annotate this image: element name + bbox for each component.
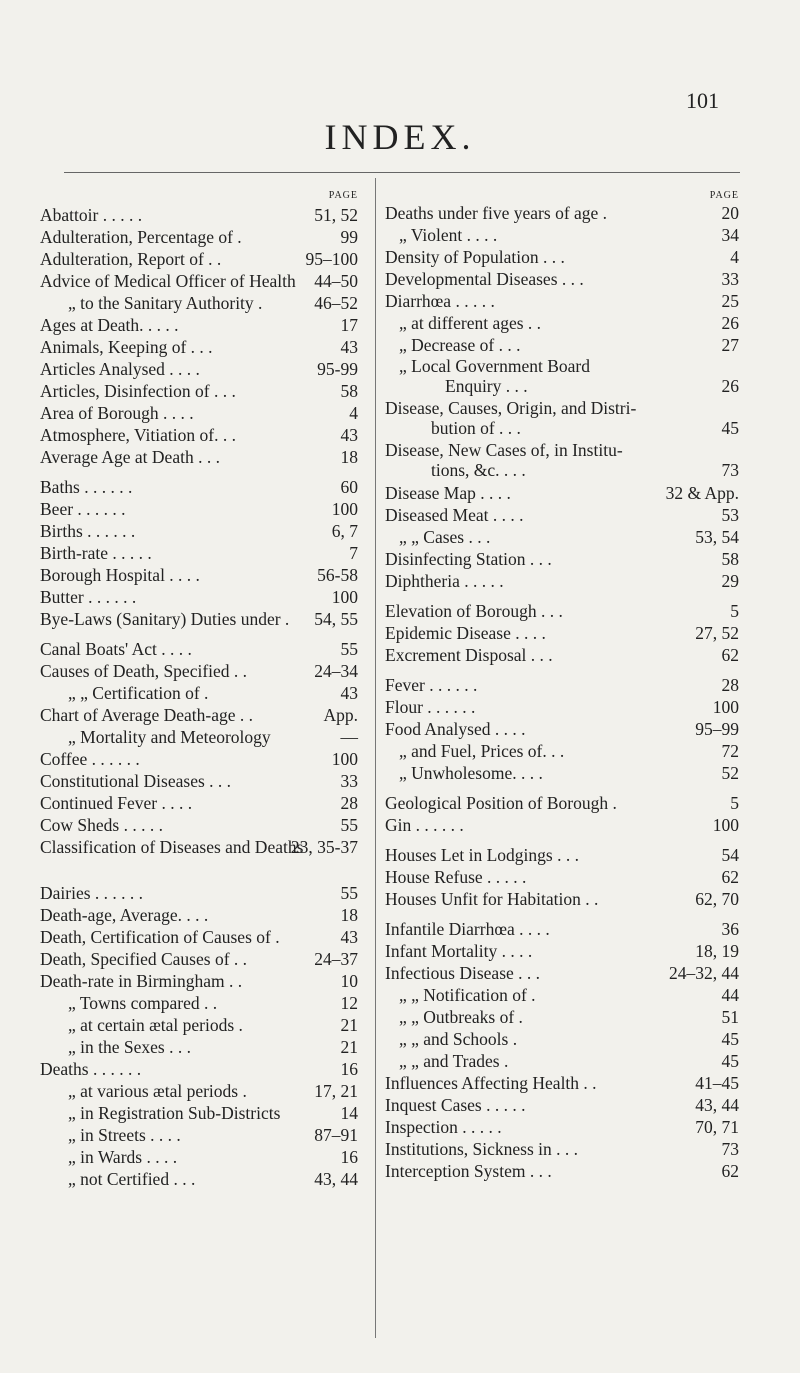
index-page-ref: 4	[730, 247, 739, 267]
index-term: Gin . . . . . .	[385, 815, 464, 835]
index-page-ref: App.	[323, 705, 358, 725]
page-title: INDEX.	[324, 117, 476, 157]
index-page-ref: 45	[721, 1029, 739, 1049]
page-number: 101	[686, 88, 719, 113]
index-page-ref: 18	[340, 905, 358, 925]
index-page-ref: 55	[340, 883, 358, 903]
index-page-ref: 33	[340, 771, 358, 791]
index-page-ref: 43	[340, 425, 358, 445]
index-term: Influences Affecting Health . .	[385, 1073, 597, 1093]
index-page-ref: 99	[340, 227, 358, 247]
index-term: „ Unwholesome. . . .	[399, 763, 543, 783]
index-page-ref: 95–99	[695, 719, 739, 739]
index-page-ref: 51	[721, 1007, 739, 1027]
index-term: „ at different ages . .	[399, 313, 542, 333]
index-term: Cow Sheds . . . . .	[40, 815, 163, 835]
index-term: Animals, Keeping of . . .	[40, 337, 213, 357]
index-page-ref: 24–37	[314, 949, 358, 969]
index-term: Advice of Medical Officer of Health	[40, 271, 296, 291]
index-term: Geological Position of Borough .	[385, 793, 617, 813]
index-page-ref: 100	[331, 749, 358, 769]
index-page-ref: 100	[331, 587, 358, 607]
index-term: Classification of Diseases and Deaths	[40, 837, 304, 857]
index-term: Butter . . . . . .	[40, 587, 137, 607]
index-page-ref: 62	[721, 867, 739, 887]
index-page-ref: 52	[721, 763, 739, 783]
index-term: Interception System . . .	[385, 1161, 552, 1181]
index-page-ref: 55	[340, 639, 358, 659]
index-term: Disease, New Cases of, in Institu-	[385, 440, 623, 460]
index-page-ref: 54, 55	[314, 609, 358, 629]
index-page-ref: 18, 19	[695, 941, 739, 961]
index-page-ref: 24–34	[314, 661, 358, 681]
index-term-continued: tions, &c. . . .	[431, 460, 526, 480]
index-page-ref: 25	[721, 291, 739, 311]
index-term: „ „ and Schools .	[399, 1029, 518, 1049]
index-term: Diphtheria . . . . .	[385, 571, 504, 591]
index-term: Diarrhœa . . . . .	[385, 291, 495, 311]
index-term: Death-age, Average. . . .	[40, 905, 209, 925]
index-term: Deaths . . . . . .	[40, 1059, 142, 1079]
index-term: Fever . . . . . .	[385, 675, 478, 695]
index-page-ref: 60	[340, 477, 358, 497]
index-page-ref: 95-99	[317, 359, 358, 379]
index-page-ref: 21	[340, 1015, 358, 1035]
index-term: „ Towns compared . .	[68, 993, 218, 1013]
index-page-ref: 26	[721, 376, 739, 396]
index-page-ref: 23, 35-37	[290, 837, 358, 857]
index-term: Infectious Disease . . .	[385, 963, 541, 983]
index-page-ref: 17	[340, 315, 358, 335]
index-term: „ not Certified . . .	[68, 1169, 196, 1189]
index-term: Canal Boats' Act . . . .	[40, 639, 192, 659]
index-page-ref: 43	[340, 683, 358, 703]
index-page-ref: 55	[340, 815, 358, 835]
index-term: Inquest Cases . . . . .	[385, 1095, 526, 1115]
index-page-ref: 21	[340, 1037, 358, 1057]
index-term: „ „ and Trades .	[399, 1051, 509, 1071]
index-term: „ in Streets . . . .	[68, 1125, 181, 1145]
index-term: Elevation of Borough . . .	[385, 601, 563, 621]
index-term: „ „ Certification of .	[68, 683, 209, 703]
index-term: Dairies . . . . . .	[40, 883, 144, 903]
index-page-ref: 72	[721, 741, 739, 761]
index-term: „ at various ætal periods .	[68, 1081, 247, 1101]
index-term: Excrement Disposal . . .	[385, 645, 553, 665]
index-term: Causes of Death, Specified . .	[40, 661, 248, 681]
index-term: „ „ Cases . . .	[399, 527, 491, 547]
index-term: Average Age at Death . . .	[40, 447, 220, 467]
index-term: Death, Specified Causes of . .	[40, 949, 248, 969]
index-term: „ to the Sanitary Authority .	[68, 293, 263, 313]
index-page-ref: 58	[340, 381, 358, 401]
index-term: Epidemic Disease . . . .	[385, 623, 546, 643]
index-page-ref: 7	[349, 543, 358, 563]
index-term: Houses Let in Lodgings . . .	[385, 845, 579, 865]
index-page-ref: —	[340, 727, 358, 747]
index-term: Adulteration, Percentage of .	[40, 227, 242, 247]
index-page-ref: 51, 52	[314, 205, 358, 225]
index-page-ref: 46–52	[314, 293, 358, 313]
index-term: Infant Mortality . . . .	[385, 941, 533, 961]
index-page-ref: 100	[331, 499, 358, 519]
index-page-ref: 24–32, 44	[669, 963, 739, 983]
index-term: Infantile Diarrhœa . . . .	[385, 919, 550, 939]
index-term: Death, Certification of Causes of .	[40, 927, 280, 947]
index-term: Constitutional Diseases . . .	[40, 771, 232, 791]
index-term: Adulteration, Report of . .	[40, 249, 222, 269]
index-term: Food Analysed . . . .	[385, 719, 526, 739]
index-page-ref: 62	[721, 645, 739, 665]
index-term: „ in the Sexes . . .	[68, 1037, 191, 1057]
index-page-ref: 43, 44	[314, 1169, 358, 1189]
index-term: „ Decrease of . . .	[399, 335, 521, 355]
index-term: Disease Map . . . .	[385, 483, 511, 503]
index-page-ref: 44	[721, 985, 739, 1005]
index-page-ref: 43, 44	[695, 1095, 739, 1115]
index-term: Disinfecting Station . . .	[385, 549, 552, 569]
index-term: „ in Wards . . . .	[68, 1147, 178, 1167]
index-term: House Refuse . . . . .	[385, 867, 527, 887]
index-page-ref: 43	[340, 337, 358, 357]
index-page-ref: 34	[721, 225, 739, 245]
index-page-ref: 26	[721, 313, 739, 333]
index-term: Diseased Meat . . . .	[385, 505, 524, 525]
index-term: Articles, Disinfection of . . .	[40, 381, 236, 401]
index-page-ref: 43	[340, 927, 358, 947]
title-rule	[64, 172, 740, 173]
index-page-ref: 54	[721, 845, 739, 865]
index-page-ref: 87–91	[314, 1125, 358, 1145]
index-term: Coffee . . . . . .	[40, 749, 140, 769]
index-page-ref: 45	[721, 418, 739, 438]
index-term: „ and Fuel, Prices of. . .	[399, 741, 565, 761]
index-page-ref: 28	[721, 675, 739, 695]
index-page-ref: 53, 54	[695, 527, 739, 547]
index-term: „ „ Notification of .	[399, 985, 536, 1005]
index-term: Abattoir . . . . .	[40, 205, 143, 225]
index-page-ref: 73	[721, 460, 739, 480]
index-page-ref: 62, 70	[695, 889, 739, 909]
index-term: „ at certain ætal periods .	[68, 1015, 243, 1035]
index-page-ref: 70, 71	[695, 1117, 739, 1137]
index-term: Ages at Death. . . . .	[40, 315, 179, 335]
index-page-ref: 17, 21	[314, 1081, 358, 1101]
index-term: Articles Analysed . . . .	[40, 359, 200, 379]
index-page-ref: 73	[721, 1139, 739, 1159]
index-page-ref: 36	[721, 919, 739, 939]
index-page-ref: 18	[340, 447, 358, 467]
index-term: Atmosphere, Vitiation of. . .	[40, 425, 236, 445]
index-page-ref: 53	[721, 505, 739, 525]
index-term: Births . . . . . .	[40, 521, 136, 541]
index-term: Borough Hospital . . . .	[40, 565, 200, 585]
index-page-ref: 62	[721, 1161, 739, 1181]
index-term: Density of Population . . .	[385, 247, 565, 267]
index-page-ref: 5	[730, 793, 739, 813]
index-term: Houses Unfit for Habitation . .	[385, 889, 599, 909]
index-page-ref: 14	[340, 1103, 358, 1123]
index-term: „ Local Government Board	[399, 356, 590, 376]
index-term: Bye-Laws (Sanitary) Duties under .	[40, 609, 290, 629]
index-term: Deaths under five years of age .	[385, 203, 608, 223]
index-page-ref: 12	[340, 993, 358, 1013]
index-term-continued: Enquiry . . .	[445, 376, 528, 396]
index-term: „ in Registration Sub-Districts	[68, 1103, 281, 1123]
index-term: Flour . . . . . .	[385, 697, 476, 717]
index-page-ref: 32 & App.	[665, 483, 739, 503]
index-term-continued: bution of . . .	[431, 418, 521, 438]
index-term: Inspection . . . . .	[385, 1117, 502, 1137]
index-page-ref: 58	[721, 549, 739, 569]
index-term: Disease, Causes, Origin, and Distri-	[385, 398, 637, 418]
index-page-ref: 100	[712, 815, 739, 835]
left-page-header: PAGE	[328, 190, 358, 201]
index-page-ref: 16	[340, 1147, 358, 1167]
index-term: Baths . . . . . .	[40, 477, 133, 497]
index-term: „ Violent . . . .	[399, 225, 498, 245]
index-page-ref: 28	[340, 793, 358, 813]
index-page-ref: 16	[340, 1059, 358, 1079]
index-page-ref: 29	[721, 571, 739, 591]
right-page-header: PAGE	[709, 190, 739, 201]
index-page-ref: 27, 52	[695, 623, 739, 643]
index-term: Death-rate in Birmingham . .	[40, 971, 243, 991]
index-term: Chart of Average Death-age . .	[40, 705, 253, 725]
index-term: „ „ Outbreaks of .	[399, 1007, 523, 1027]
index-term: Institutions, Sickness in . . .	[385, 1139, 578, 1159]
index-page-ref: 10	[340, 971, 358, 991]
index-term: Beer . . . . . .	[40, 499, 126, 519]
index-page-ref: 41–45	[695, 1073, 739, 1093]
index-term: Area of Borough . . . .	[40, 403, 194, 423]
index-page-ref: 100	[712, 697, 739, 717]
index-page-ref: 5	[730, 601, 739, 621]
index-page-ref: 33	[721, 269, 739, 289]
index-page-ref: 56-58	[317, 565, 358, 585]
index-page-ref: 20	[721, 203, 739, 223]
index-page-ref: 44–50	[314, 271, 358, 291]
index-term: Developmental Diseases . . .	[385, 269, 584, 289]
index-term: „ Mortality and Meteorology	[68, 727, 271, 747]
index-page-ref: 4	[349, 403, 358, 423]
index-term: Birth-rate . . . . .	[40, 543, 152, 563]
index-page-ref: 27	[721, 335, 739, 355]
index-page-ref: 6, 7	[331, 521, 358, 541]
index-page-ref: 95–100	[305, 249, 358, 269]
index-page-ref: 45	[721, 1051, 739, 1071]
column-divider	[375, 178, 376, 1338]
index-term: Continued Fever . . . .	[40, 793, 193, 813]
